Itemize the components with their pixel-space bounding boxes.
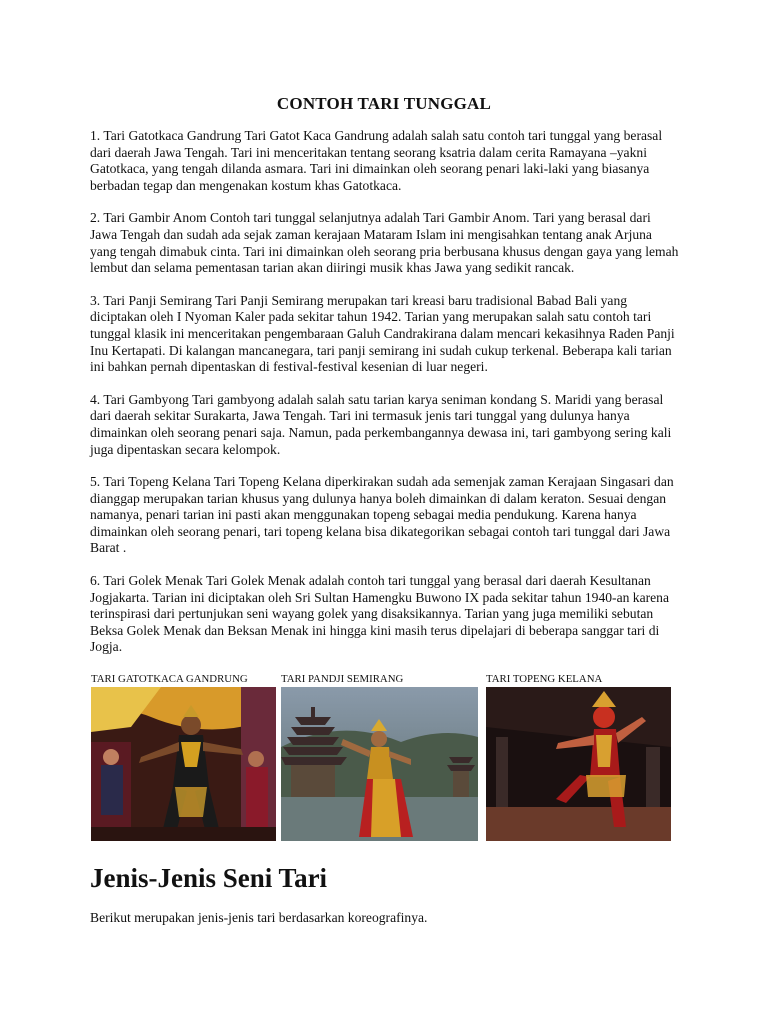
caption-topeng: TARI TOPENG KELANA [486,673,603,685]
photo-pandji-dancer [281,687,478,841]
paragraph-1: 1. Tari Gatotkaca Gandrung Tari Gatot Kaca Gandrung adalah salah satu contoh tari tunggal yang berasal dari daerah Jawa Tengah. Tari ini menceritakan tentang seorang ksatria dalam cerita Ramayana –yakni Gatotkaca, yang tengah dilanda asmara. Tari ini dimainkan oleh seorang penari laki-laki yang biasanya berbadan tegap dan mengenakan kostum khas Gatotkaca. [90,128,663,193]
topeng-dancer-image [486,687,671,841]
caption-gatotkaca: TARI GATOTKACA GANDRUNG [91,673,248,685]
paragraph-4: 4. Tari Gambyong Tari gambyong adalah salah satu tarian karya seniman kondang S. Maridi yang berasal dari daerah sekitar Surakarta, Jawa Tengah. Tari ini termasuk jenis tari tunggal yang dulunya hanya dimainkan oleh seorang penari saja. Namun, pada perkembangannya dewasa ini, tari gambyong sering kali juga dipentaskan secara kelompok. [90,391,672,457]
gatotkaca-dancer-image [91,687,276,841]
paragraph-5: 5. Tari Topeng Kelana Tari Topeng Kelana diperkirakan sudah ada semenjak zaman Kerajaan Singasari dan dianggap merupakan tarian khusus yang dulunya hanya boleh dimainkan di dalam keraton. Sesuai dengan namanya, penari tarian ini pasti akan menggunakan topeng sebagai media pendukung. Karena hanya dimainkan oleh seorang penari, tari topeng kelana bisa dikategorikan sebagai contoh tari tunggal dari Jawa Barat . [90,474,674,556]
caption-pandji: TARI PANDJI SEMIRANG [281,673,404,685]
section-intro: Berikut merupakan jenis-jenis tari berdasarkan koreografinya. [90,910,428,925]
paragraph-6: 6. Tari Golek Menak Tari Golek Menak adalah contoh tari tunggal yang berasal dari daerah Kesultanan Jogjakarta. Tarian ini diciptakan oleh Sri Sultan Hamengku Buwono IX pada sekitar tahun 1940-an karena terinspirasi dari pertunjukan seni wayang golek yang disaksikannya. Tarian yang juga memiliki sebutan Beksa Golek Menak dan Beksan Menak ini hingga kini masih terus dipelajari di beberapa sanggar tari di Jogja. [90,573,670,655]
paragraph-3: 3. Tari Panji Semirang Tari Panji Semirang merupakan tari kreasi baru tradisional Babad Bali yang diciptakan oleh I Nyoman Kaler pada sekitar tahun 1942. Tarian yang merupakan salah satu contoh tari tunggal klasik ini menceritakan pengembaraan Galuh Candrakirana dalam mencari kekasihnya Raden Panji Inu Kertapati. Di kalangan mancanegara, tari panji semirang ini sudah cukup terkenal. Beberapa kali tarian ini bahkan pernah dipentaskan di festival-festival kesenian di luar negeri. [90,292,675,375]
photo-gatotkaca-dancer [91,687,276,841]
document-body [90,128,680,672]
photo-captions [0,673,768,687]
paragraph-2: 2. Tari Gambir Anom Contoh tari tunggal selanjutnya adalah Tari Gambir Anom. Tari yang berasal dari Jawa Tengah dan sudah ada sejak zaman kerajaan Mataram Islam ini mengisahkan tentang anak Arjuna yang tengah dimabuk cinta. Tari ini dimainkan oleh seorang pria berbusana khusus dengan gaya yang lemah lembut dan selama pementasan tarian akan diiringi musik khas Jawa yang sedikit rancak. [90,210,679,276]
pandji-dancer-image [281,687,478,841]
page-title: CONTOH TARI TUNGGAL [276,94,492,113]
section-heading: Jenis-Jenis Seni Tari [90,863,328,893]
photo-topeng-dancer [486,687,671,841]
